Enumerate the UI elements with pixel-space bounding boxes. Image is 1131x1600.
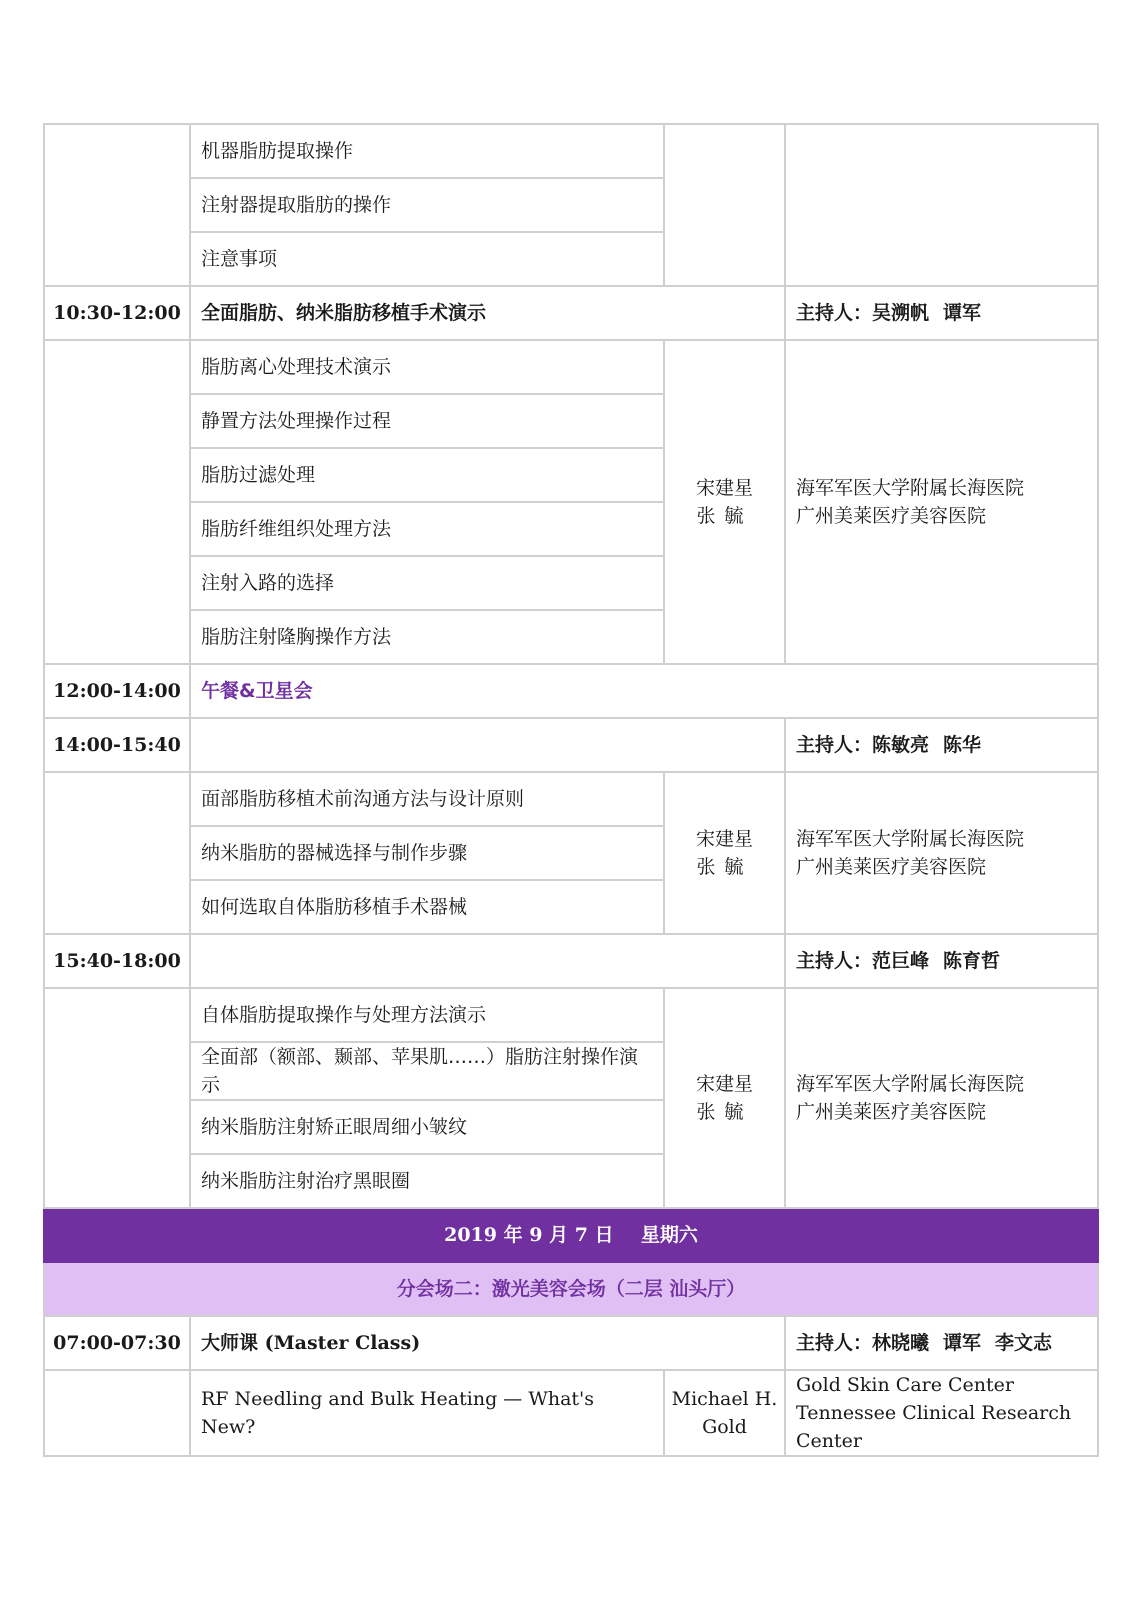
topic-cell: 脂肪注射隆胸操作方法	[190, 610, 664, 664]
org-name: 海军军医大学附属长海医院	[796, 828, 1025, 850]
org-name: Tennessee Clinical Research	[796, 1402, 1072, 1424]
host-cell	[785, 718, 1098, 772]
session-time: 12:00-14:00	[44, 664, 190, 718]
lunch-title: 午餐&卫星会	[190, 664, 1098, 718]
speaker-cell	[664, 1370, 785, 1456]
topic-cell: 脂肪纤维组织处理方法	[190, 502, 664, 556]
table-row	[44, 772, 1098, 826]
host-name: 陈敏亮	[872, 734, 930, 756]
topic-cell: 全面部（额部、颞部、苹果肌……）脂肪注射操作演示	[190, 1042, 664, 1100]
topic-cell: 面部脂肪移植术前沟通方法与设计原则	[190, 772, 664, 826]
topic-cell: 注意事项	[190, 232, 664, 286]
org-cell	[785, 772, 1098, 934]
session-title-empty	[190, 718, 785, 772]
session-title-en: (Master Class)	[264, 1332, 421, 1354]
host-label: 主持人：	[796, 302, 873, 324]
host-name: 谭军	[943, 302, 982, 324]
host-name: 范巨峰	[872, 950, 930, 972]
host-cell	[785, 286, 1098, 340]
host-name: 林晓曦	[872, 1332, 930, 1354]
org-name: 广州美莱医疗美容医院	[796, 856, 987, 878]
date-day: 7	[574, 1224, 588, 1246]
session-title	[190, 1316, 785, 1370]
speaker-name: Michael H.	[671, 1388, 778, 1410]
session-title-empty	[190, 934, 785, 988]
schedule-table	[43, 123, 1099, 1457]
session-header-row	[44, 718, 1098, 772]
speaker-name: 张 毓	[696, 856, 744, 878]
date-day-unit: 日	[594, 1224, 614, 1246]
session-title-cn: 大师课	[201, 1332, 259, 1354]
session-header-row	[44, 1316, 1098, 1370]
session-time: 10:30-12:00	[44, 286, 190, 340]
venue-header-row	[44, 1262, 1098, 1316]
session-title: 全面脂肪、纳米脂肪移植手术演示	[190, 286, 785, 340]
org-name: 广州美莱医疗美容医院	[796, 505, 987, 527]
org-cell	[785, 340, 1098, 664]
org-name: 海军军医大学附属长海医院	[796, 477, 1025, 499]
speaker-name: 张 毓	[696, 505, 744, 527]
session-header-row	[44, 934, 1098, 988]
session-header-row	[44, 286, 1098, 340]
date-month-unit: 月	[549, 1224, 569, 1246]
host-label: 主持人：	[796, 950, 873, 972]
date-year-unit: 年	[503, 1224, 523, 1246]
session-time: 14:00-15:40	[44, 718, 190, 772]
date-month: 9	[529, 1224, 543, 1246]
day-header	[44, 1208, 1098, 1262]
time-cell-empty	[44, 340, 190, 664]
topic-cell: 如何选取自体脂肪移植手术器械	[190, 880, 664, 934]
date-year: 2019	[444, 1224, 497, 1246]
session-time: 15:40-18:00	[44, 934, 190, 988]
speaker-name: 宋建星	[695, 828, 753, 850]
venue-title: 分会场二：激光美容会场（二层 汕头厅）	[44, 1262, 1098, 1316]
topic-cell: 自体脂肪提取操作与处理方法演示	[190, 988, 664, 1042]
topic-cell: 纳米脂肪注射矫正眼周细小皱纹	[190, 1100, 664, 1154]
org-name: 海军军医大学附属长海医院	[796, 1073, 1025, 1095]
topic-cell: 注射器提取脂肪的操作	[190, 178, 664, 232]
schedule-page	[43, 123, 1097, 1457]
org-name: Gold Skin Care Center	[796, 1374, 1014, 1396]
lunch-row	[44, 664, 1098, 718]
speaker-cell	[664, 988, 785, 1208]
speaker-name: 张 毓	[696, 1101, 744, 1123]
topic-cell: 脂肪过滤处理	[190, 448, 664, 502]
speaker-cell	[664, 772, 785, 934]
topic-cell: 纳米脂肪注射治疗黑眼圈	[190, 1154, 664, 1208]
time-cell-empty	[44, 124, 190, 286]
host-cell	[785, 1316, 1098, 1370]
table-row	[44, 124, 1098, 178]
session-time: 07:00-07:30	[44, 1316, 190, 1370]
org-cell	[785, 988, 1098, 1208]
org-cell	[785, 1370, 1098, 1456]
host-name: 谭军	[943, 1332, 982, 1354]
host-name: 陈育哲	[943, 950, 1001, 972]
speaker-name: 宋建星	[695, 1073, 753, 1095]
topic-cell: 注射入路的选择	[190, 556, 664, 610]
speaker-name: 宋建星	[695, 477, 753, 499]
topic-cell: 静置方法处理操作过程	[190, 394, 664, 448]
date-weekday: 星期六	[640, 1224, 698, 1246]
host-cell	[785, 934, 1098, 988]
speaker-cell	[664, 340, 785, 664]
speaker-name: Gold	[702, 1416, 747, 1438]
org-name: Center	[796, 1430, 862, 1452]
table-row	[44, 1370, 1098, 1456]
table-row	[44, 988, 1098, 1042]
time-cell-empty	[44, 988, 190, 1208]
org-cell-empty	[785, 124, 1098, 286]
speaker-cell-empty	[664, 124, 785, 286]
topic-cell: 机器脂肪提取操作	[190, 124, 664, 178]
host-name: 吴溯帆	[872, 302, 930, 324]
topic-cell: 纳米脂肪的器械选择与制作步骤	[190, 826, 664, 880]
time-cell-empty	[44, 772, 190, 934]
table-row	[44, 340, 1098, 394]
topic-cell: RF Needling and Bulk Heating — What's New?	[190, 1370, 664, 1456]
host-label: 主持人：	[796, 1332, 873, 1354]
host-name: 陈华	[943, 734, 982, 756]
org-name: 广州美莱医疗美容医院	[796, 1101, 987, 1123]
host-name: 李文志	[995, 1332, 1053, 1354]
time-cell-empty	[44, 1370, 190, 1456]
host-label: 主持人：	[796, 734, 873, 756]
day-header-row	[44, 1208, 1098, 1262]
topic-cell: 脂肪离心处理技术演示	[190, 340, 664, 394]
